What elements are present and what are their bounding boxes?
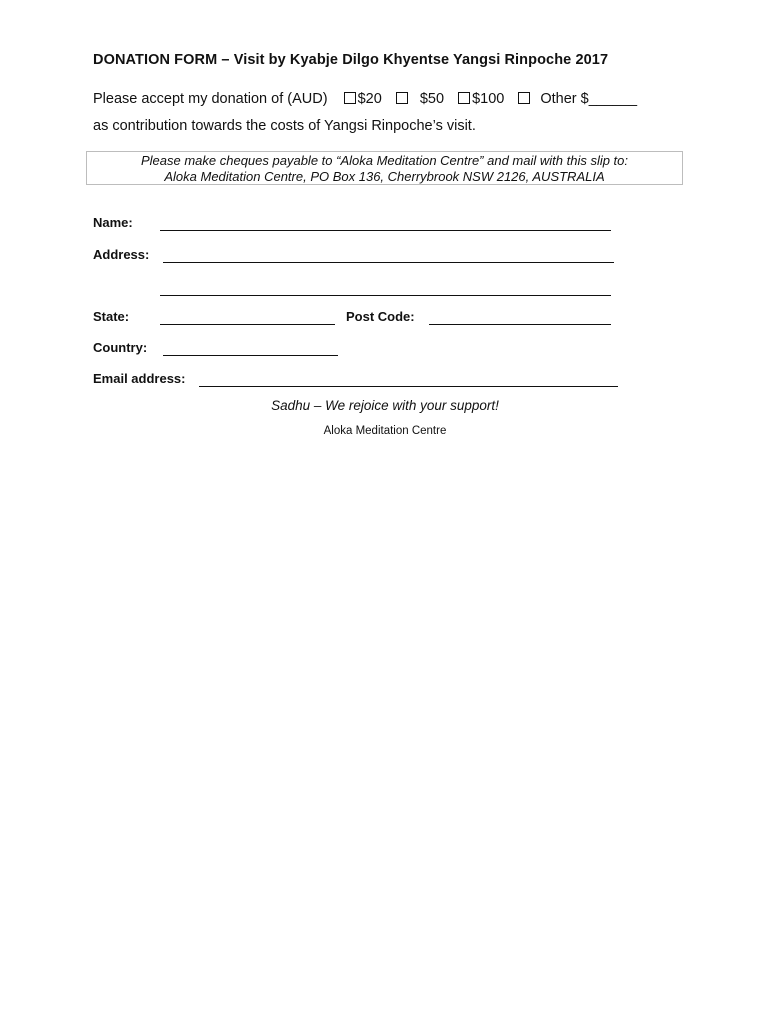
option-20[interactable]: $20	[344, 91, 382, 107]
notice-line-2: Aloka Meditation Centre, PO Box 136, Cherrybrook NSW 2126, AUSTRALIA	[164, 169, 605, 184]
closing-message: Sadhu – We rejoice with your support!	[271, 398, 499, 413]
name-label: Name:	[93, 215, 133, 230]
cheque-notice-box	[86, 151, 683, 185]
notice-line-1: Please make cheques payable to “Aloka Meditation Centre” and mail with this slip to:	[140, 153, 629, 168]
option-other[interactable]: Other $______	[518, 91, 637, 107]
state-label: State:	[93, 309, 130, 324]
option-50[interactable]: $50	[390, 91, 444, 107]
organisation-name: Aloka Meditation Centre	[323, 425, 447, 437]
address-field-line-2[interactable]	[160, 281, 611, 296]
donation-prefix: Please accept my donation of (AUD)	[93, 91, 328, 107]
name-field[interactable]	[160, 216, 611, 231]
donation-amount-line	[93, 91, 647, 107]
postcode-label: Post Code:	[346, 309, 415, 324]
address-field-line-1[interactable]	[163, 248, 614, 263]
country-field[interactable]	[163, 341, 338, 356]
email-label: Email address:	[93, 371, 186, 386]
checkbox-other[interactable]	[518, 92, 530, 104]
country-label: Country:	[93, 340, 148, 355]
option-100[interactable]: $100	[458, 91, 504, 107]
checkbox-50[interactable]	[396, 92, 408, 104]
contribution-line: as contribution towards the costs of Yangsi Rinpoche’s visit.	[93, 118, 476, 134]
postcode-field[interactable]	[429, 310, 611, 325]
checkbox-100[interactable]	[458, 92, 470, 104]
form-title: DONATION FORM – Visit by Kyabje Dilgo Khyentse Yangsi Rinpoche 2017	[93, 52, 609, 68]
address-label: Address:	[93, 247, 150, 262]
email-field[interactable]	[199, 372, 618, 387]
checkbox-20[interactable]	[344, 92, 356, 104]
state-field[interactable]	[160, 310, 335, 325]
